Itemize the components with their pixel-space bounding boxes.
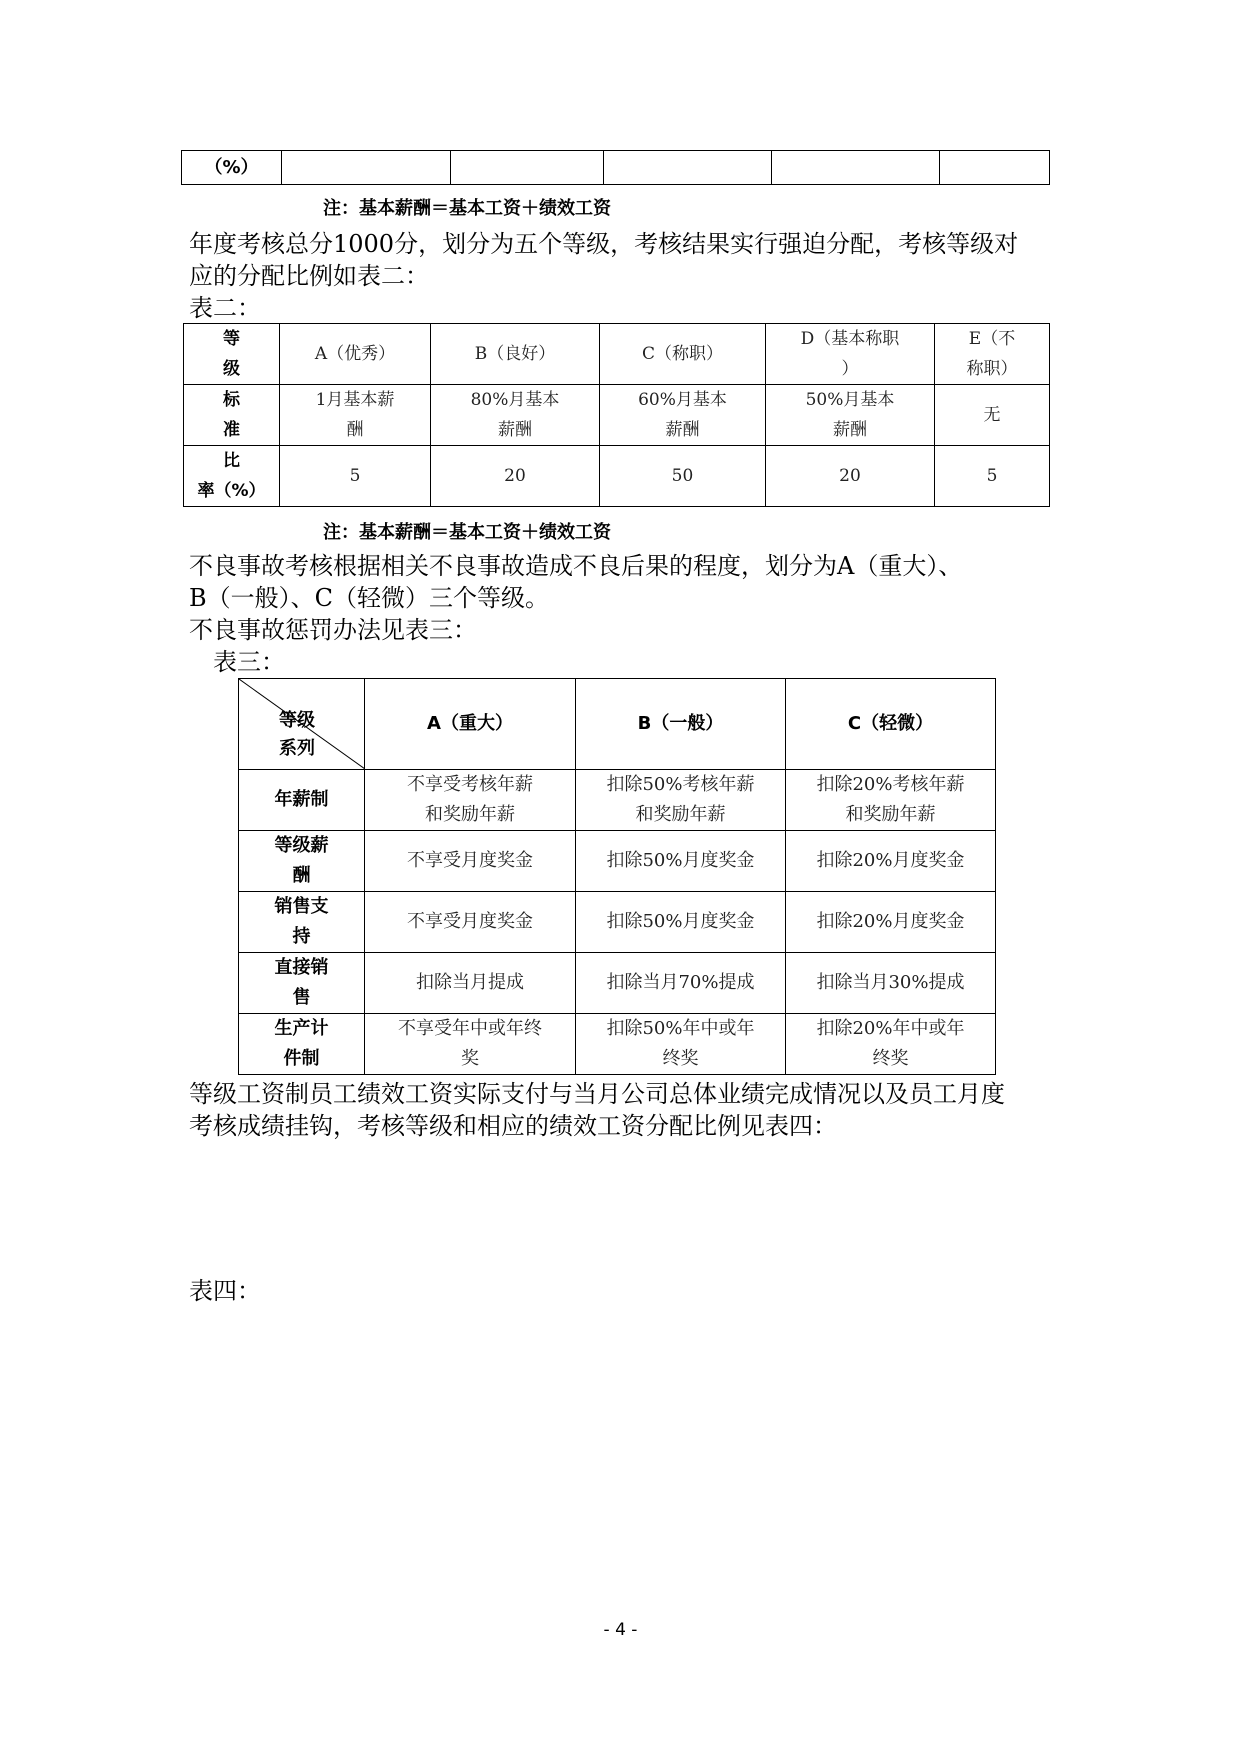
page-number: - 4 - xyxy=(603,1620,638,1640)
table3-cell: 扣除20%月度奖金 xyxy=(786,831,996,892)
note-2: 注：基本薪酬＝基本工资＋绩效工资 xyxy=(323,522,611,543)
table-cell xyxy=(772,151,940,185)
table-cell xyxy=(282,151,451,185)
table3 xyxy=(238,678,996,1075)
table3-row-label: 等级薪 酬 xyxy=(239,831,365,892)
note-1: 注：基本薪酬＝基本工资＋绩效工资 xyxy=(323,198,611,219)
corner-top-label: 等级 xyxy=(279,710,315,731)
table2-corner-cell: 等 级 xyxy=(184,324,280,385)
table2-cell: 5 xyxy=(280,446,431,507)
table3-row xyxy=(239,770,996,831)
table3-row xyxy=(239,831,996,892)
table2-cell: 1月基本薪 酬 xyxy=(280,385,431,446)
table3-cell: 扣除50%考核年薪 和奖励年薪 xyxy=(576,770,786,831)
paragraph-2-line-2: B（一般）、C（轻微）三个等级。 xyxy=(189,584,549,612)
table2-cell: 20 xyxy=(431,446,600,507)
table3-cell: 扣除当月70%提成 xyxy=(576,953,786,1014)
table3-row xyxy=(239,892,996,953)
table2-header-cell: E（不 称职） xyxy=(935,324,1050,385)
table3-header-cell: A（重大） xyxy=(365,679,576,770)
table3-row-label: 直接销 售 xyxy=(239,953,365,1014)
table1-tail xyxy=(181,150,1050,185)
table2-header-cell: D（基本称职 ） xyxy=(766,324,935,385)
table3-cell: 扣除当月30%提成 xyxy=(786,953,996,1014)
table2-header-row xyxy=(184,324,1050,385)
paragraph-3-line-1: 等级工资制员工绩效工资实际支付与当月公司总体业绩完成情况以及员工月度 xyxy=(189,1080,1005,1108)
paragraph-2 xyxy=(189,550,1069,646)
table2 xyxy=(183,323,1050,507)
table2-caption: 表二： xyxy=(189,294,261,322)
table2-cell: 5 xyxy=(935,446,1050,507)
paragraph-1-line-2: 应的分配比例如表二： xyxy=(189,262,429,290)
table2-row-label: 比 率（%） xyxy=(184,446,280,507)
table-cell xyxy=(451,151,604,185)
table-cell xyxy=(604,151,772,185)
table3-cell: 扣除当月提成 xyxy=(365,953,576,1014)
table3-cell: 不享受月度奖金 xyxy=(365,892,576,953)
table3-header-row xyxy=(239,679,996,770)
table2-cell: 50 xyxy=(600,446,766,507)
table3-cell: 扣除50%月度奖金 xyxy=(576,892,786,953)
table1-row-label: （%） xyxy=(182,151,282,185)
paragraph-1-line-1: 年度考核总分1000分，划分为五个等级，考核结果实行强迫分配，考核等级对 xyxy=(189,230,1019,258)
table3-header-cell: C（轻微） xyxy=(786,679,996,770)
paragraph-3 xyxy=(189,1078,1069,1142)
table2-cell: 20 xyxy=(766,446,935,507)
table2-header-cell: A（优秀） xyxy=(280,324,431,385)
table2-row xyxy=(184,446,1050,507)
table3-cell: 扣除20%考核年薪 和奖励年薪 xyxy=(786,770,996,831)
table3-row xyxy=(239,953,996,1014)
table2-cell: 50%月基本 薪酬 xyxy=(766,385,935,446)
table3-corner-cell xyxy=(239,679,365,770)
table3-cell: 不享受月度奖金 xyxy=(365,831,576,892)
table4-caption: 表四： xyxy=(189,1277,261,1305)
table3-cell: 扣除20%月度奖金 xyxy=(786,892,996,953)
table3-cell: 扣除50%月度奖金 xyxy=(576,831,786,892)
paragraph-3-line-2: 考核成绩挂钩，考核等级和相应的绩效工资分配比例见表四： xyxy=(189,1112,837,1140)
table3-cell: 扣除20%年中或年 终奖 xyxy=(786,1014,996,1075)
table3-cell: 不享受年中或年终 奖 xyxy=(365,1014,576,1075)
table2-cell: 60%月基本 薪酬 xyxy=(600,385,766,446)
paragraph-2-line-3: 不良事故惩罚办法见表三： xyxy=(189,616,477,644)
table3-row-label: 生产计 件制 xyxy=(239,1014,365,1075)
table3-cell: 不享受考核年薪 和奖励年薪 xyxy=(365,770,576,831)
table2-row xyxy=(184,385,1050,446)
table2-header-cell: B（良好） xyxy=(431,324,600,385)
paragraph-1 xyxy=(189,228,1069,292)
paragraph-2-line-1: 不良事故考核根据相关不良事故造成不良后果的程度，划分为A（重大）、 xyxy=(189,552,963,580)
table3-cell: 扣除50%年中或年 终奖 xyxy=(576,1014,786,1075)
table3-header-cell: B（一般） xyxy=(576,679,786,770)
corner-bottom-label: 系列 xyxy=(279,738,315,759)
table2-cell: 80%月基本 薪酬 xyxy=(431,385,600,446)
table2-header-cell: C（称职） xyxy=(600,324,766,385)
table2-row-label: 标 准 xyxy=(184,385,280,446)
table3-row-label: 年薪制 xyxy=(239,770,365,831)
table3-row xyxy=(239,1014,996,1075)
table3-row-label: 销售支 持 xyxy=(239,892,365,953)
table2-cell: 无 xyxy=(935,385,1050,446)
table3-caption: 表三： xyxy=(213,648,285,676)
table-cell xyxy=(940,151,1050,185)
